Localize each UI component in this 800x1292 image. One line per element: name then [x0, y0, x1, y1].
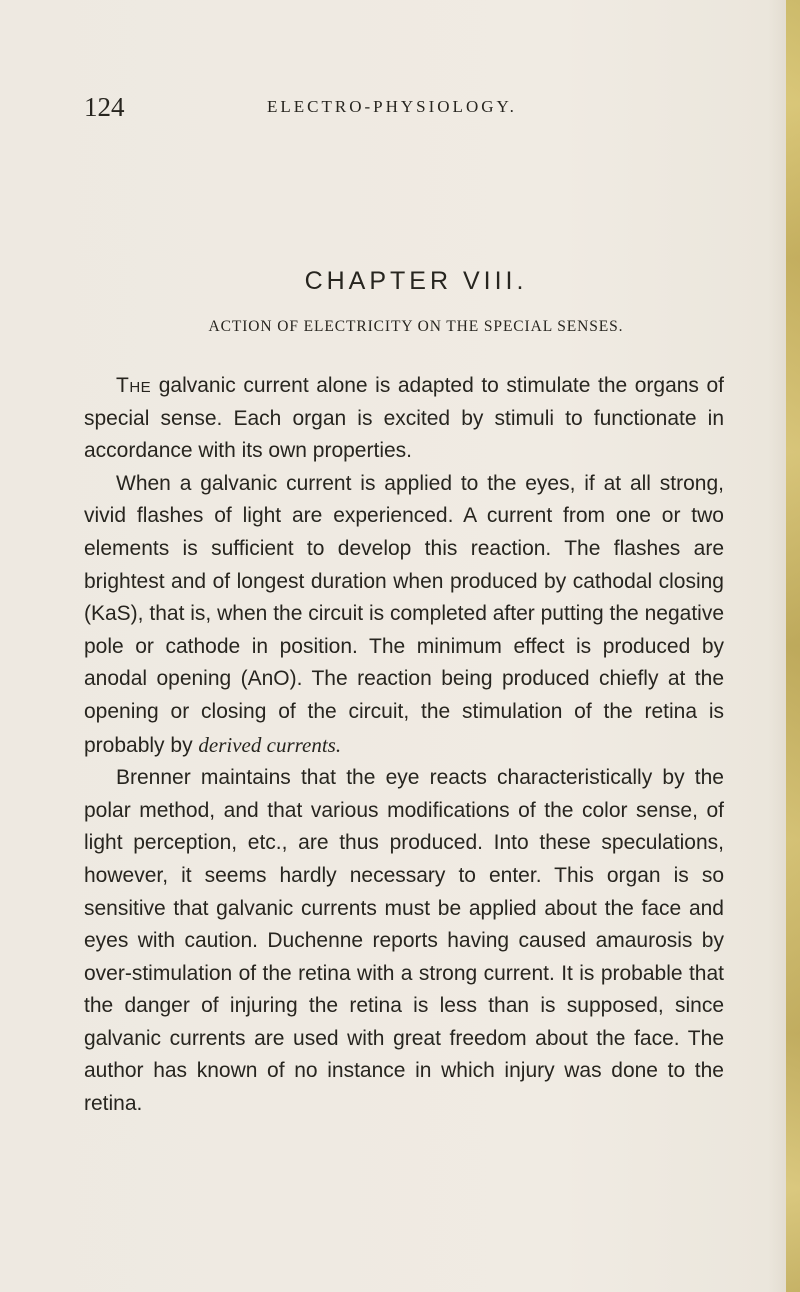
running-title: ELECTRO-PHYSIOLOGY.: [267, 97, 517, 116]
paragraph-2-italic: derived currents.: [198, 732, 342, 757]
running-head: [84, 90, 724, 124]
body-text: [84, 370, 724, 1121]
chapter-subtitle: ACTION OF ELECTRICITY ON THE SPECIAL SENSES.: [208, 318, 624, 335]
paragraph-3: [84, 762, 724, 1121]
paragraph-1: [84, 370, 724, 468]
paragraph-1-text: galvanic current alone is adapted to stimulate the organs of special sense. Each organ is excited by stimuli to functionate in accordance with its own properties.: [84, 374, 724, 463]
paragraph-2-text: When a galvanic current is applied to the eyes, if at all strong, vivid flashes of light are experienced. A current from one or two elements is sufficient to develop this reaction. The flashes are brightest and of longest duration when produced by cathodal closing (KaS), that is, when the circuit is completed after putting the negative pole or cathode in position. The minimum effect is produced by anodal opening (AnO). The reaction being produced chiefly at the opening or closing of the circuit, the stimulation of the retina is probably by: [84, 471, 724, 757]
page-number: 124: [84, 92, 125, 122]
paragraph-2: [84, 468, 724, 762]
chapter-heading: CHAPTER VIII.: [304, 267, 528, 295]
paragraph-lead-word: The: [116, 374, 152, 397]
paragraph-3-text: Brenner maintains that the eye reacts characteristically by the polar method, and that various modifications of the color sense, of light perception, etc., are thus produced. Into these speculations, however, it seems hardly necessary to enter. This organ is so sensitive that galvanic currents must be applied about the face and eyes with caution. Duchenne reports having caused amaurosis by over-stimulation of the retina with a strong current. It is probable that the danger of injuring the retina is less than is supposed, since galvanic currents are used with great freedom about the face. The author has known of no instance in which injury was done to the retina.: [84, 766, 724, 1116]
gilt-page-edge: [786, 0, 800, 1292]
